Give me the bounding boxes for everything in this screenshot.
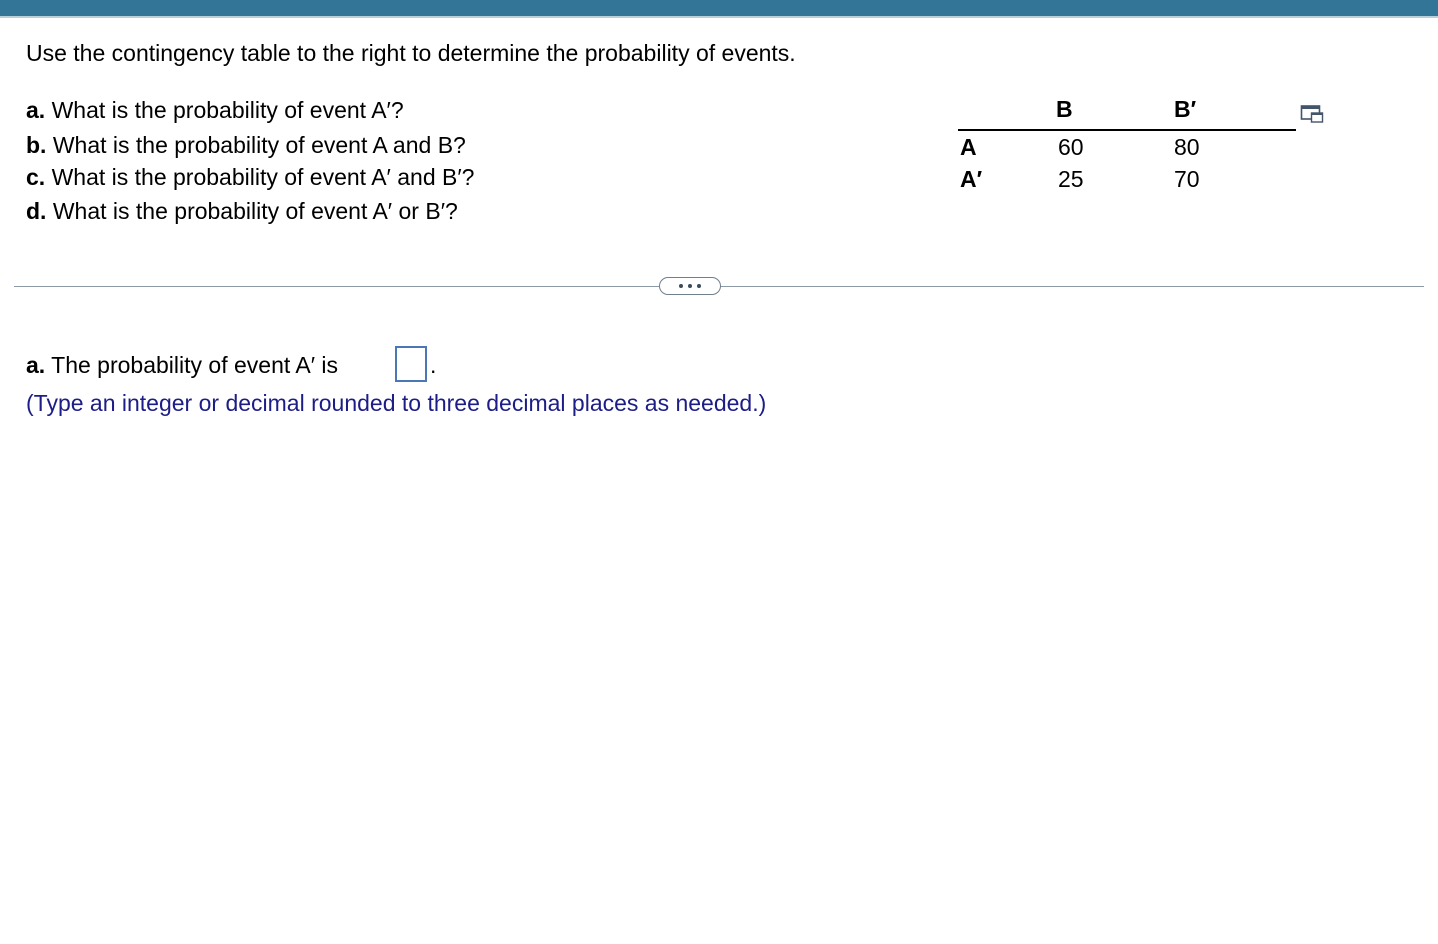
- question-a-text: What is the probability of event A′?: [45, 97, 404, 123]
- question-a: [26, 95, 404, 125]
- answer-letter: a.: [26, 352, 46, 378]
- answer-suffix: .: [430, 352, 437, 378]
- more-options-button[interactable]: [659, 277, 721, 295]
- ellipsis-dot-icon: [688, 284, 692, 288]
- table-header-rule: [958, 129, 1296, 131]
- cell-a-prime-b-prime: 70: [1174, 166, 1200, 192]
- question-c-letter: c.: [26, 164, 46, 190]
- question-c-text: What is the probability of event A′ and B′?: [45, 164, 475, 190]
- ellipsis-dot-icon: [697, 284, 701, 288]
- answer-hint: (Type an integer or decimal rounded to three decimal places as needed.): [26, 390, 767, 416]
- popout-window-icon[interactable]: [1300, 104, 1324, 124]
- contingency-table: [958, 94, 1298, 204]
- cell-a-b: 60: [1058, 134, 1084, 160]
- question-d: [26, 196, 458, 226]
- top-banner: [0, 0, 1438, 18]
- answer-input[interactable]: [395, 346, 427, 382]
- row-header-a-prime: A′: [960, 166, 983, 192]
- question-b-text: What is the probability of event A and B?: [46, 132, 466, 158]
- answer-prefix: The probability of event A′ is: [45, 352, 339, 378]
- cell-a-b-prime: 80: [1174, 134, 1200, 160]
- ellipsis-dot-icon: [679, 284, 683, 288]
- question-d-text: What is the probability of event A′ or B′?: [46, 198, 458, 224]
- question-d-letter: d.: [26, 198, 47, 224]
- cell-a-prime-b: 25: [1058, 166, 1084, 192]
- col-header-b: B: [1056, 96, 1073, 122]
- problem-intro: Use the contingency table to the right to determine the probability of events.: [26, 40, 796, 66]
- question-b-letter: b.: [26, 132, 47, 158]
- question-c: [26, 162, 474, 192]
- answer-prompt: [26, 348, 338, 382]
- col-header-b-prime: B′: [1174, 96, 1197, 122]
- question-a-letter: a.: [26, 97, 46, 123]
- question-b: [26, 130, 466, 160]
- row-header-a: A: [960, 134, 977, 160]
